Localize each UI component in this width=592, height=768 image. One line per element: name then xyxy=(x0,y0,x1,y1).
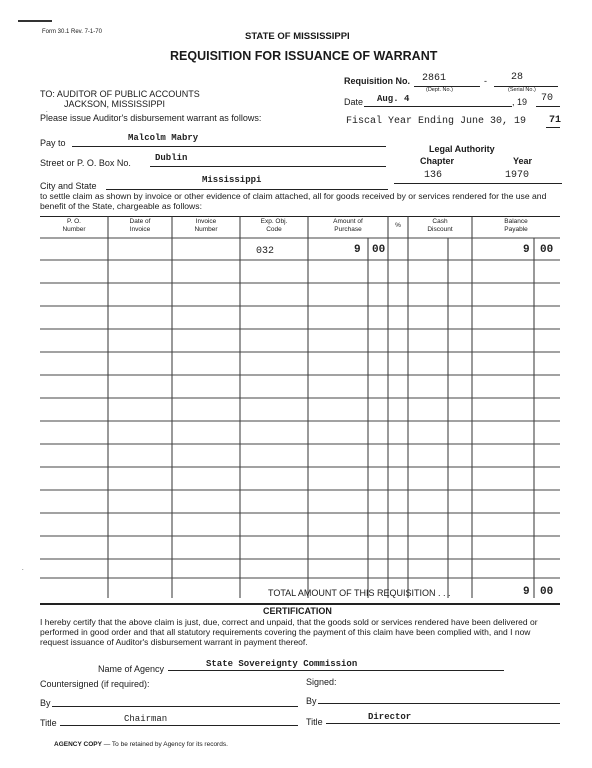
title-label-right: Title xyxy=(306,717,323,727)
title-left-value: Chairman xyxy=(124,714,168,724)
date-label: Date xyxy=(344,97,364,107)
row-balance-cents: 00 xyxy=(540,244,554,256)
col-balance-payable: Balance Payable xyxy=(504,218,528,233)
col-date-of-invoice: Date of Invoice xyxy=(129,218,151,233)
title-label-left: Title xyxy=(40,718,57,728)
page-title: REQUISITION FOR ISSUANCE OF WARRANT xyxy=(170,49,438,63)
countersigned-label: Countersigned (if required): xyxy=(40,679,150,689)
row-amount-dollars: 9 xyxy=(354,244,361,256)
chapter-label: Chapter xyxy=(420,156,455,166)
serial-caption: (Serial No.) xyxy=(508,87,536,93)
col-amount: Amount of Purchase xyxy=(333,218,363,233)
dept-number: 2861 xyxy=(422,73,447,84)
street-label: Street or P. O. Box No. xyxy=(40,158,131,168)
by-label-left: By xyxy=(40,698,51,708)
fiscal-year: 71 xyxy=(549,115,562,126)
signed-label: Signed: xyxy=(306,677,337,687)
col-po-number: P. O. Number xyxy=(62,218,86,233)
col-cash-discount: Cash Discount xyxy=(427,218,453,233)
total-cents: 00 xyxy=(540,586,554,598)
total-label: TOTAL AMOUNT OF THIS REQUISITION . . . xyxy=(268,588,451,598)
state-heading: STATE OF MISSISSIPPI xyxy=(245,31,350,42)
to-line-1: TO: AUDITOR OF PUBLIC ACCOUNTS xyxy=(40,89,200,99)
row-amount-cents: 00 xyxy=(372,244,386,256)
row-exp-obj-code: 032 xyxy=(256,246,275,257)
date-year-prefix: , 19 xyxy=(512,97,528,107)
certification-text: I hereby certify that the above claim is just, due, correct and unpaid, that the goods sold or services rendered have been delivered or performed in good order and that all statutory requirements covering the payment of this claim have been complied with, and I now request issuance of Auditor's disbursement warrant in payment thereof. xyxy=(40,617,538,647)
certification-heading: CERTIFICATION xyxy=(263,606,332,616)
serial-number: 28 xyxy=(511,72,524,83)
fiscal-label: Fiscal Year Ending June 30, 19 xyxy=(346,116,527,127)
to-line-3: Please issue Auditor's disbursement warrant as follows: xyxy=(40,113,262,123)
col-exp-obj-code: Exp. Obj. Code xyxy=(260,218,288,233)
chapter-value: 136 xyxy=(424,170,443,181)
total-dollars: 9 xyxy=(523,586,530,598)
footer-rest: — To be retained by Agency for its records. xyxy=(101,741,228,748)
to-line-2: JACKSON, MISSISSIPPI xyxy=(64,99,166,109)
dept-caption: (Dept. No.) xyxy=(426,87,453,93)
by-label-right: By xyxy=(306,696,317,706)
footer-note xyxy=(54,741,228,748)
pay-to-value: Malcolm Mabry xyxy=(128,133,199,143)
settle-text: to settle claim as shown by invoice or other evidence of claim attached, all for goods received by or services rendered for the use and benefit of the State, chargeable as follows: xyxy=(40,191,547,211)
col-percent: % xyxy=(395,222,401,229)
year-label: Year xyxy=(513,156,533,166)
year-value: 1970 xyxy=(505,170,530,181)
agency-label: Name of Agency xyxy=(98,664,165,674)
agency-value: State Sovereignty Commission xyxy=(206,659,358,669)
city-value: Mississippi xyxy=(202,175,262,185)
col-invoice-number: Invoice Number xyxy=(194,218,218,233)
pay-to-label: Pay to xyxy=(40,138,66,148)
city-label: City and State xyxy=(40,181,97,191)
row-balance-dollars: 9 xyxy=(523,244,530,256)
form-number: Form 30.1 Rev. 7-1-70 xyxy=(42,29,102,35)
title-right-value: Director xyxy=(368,712,412,722)
date-year: 70 xyxy=(541,93,554,104)
requisition-label: Requisition No. xyxy=(344,76,410,86)
date-value: Aug. 4 xyxy=(377,94,410,104)
street-value: Dublin xyxy=(155,153,188,163)
footer-bold: AGENCY COPY xyxy=(54,741,102,748)
legal-authority-label: Legal Authority xyxy=(429,144,495,154)
